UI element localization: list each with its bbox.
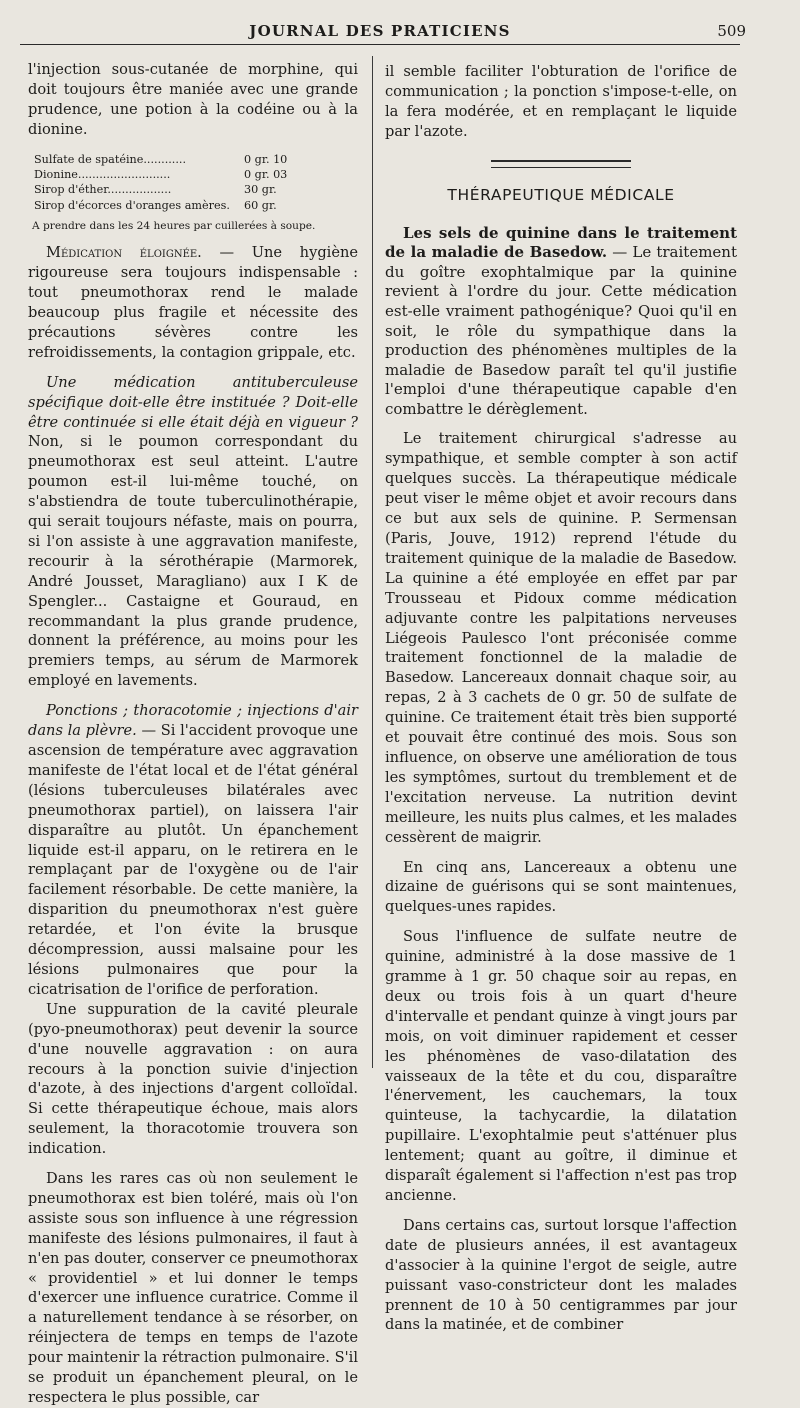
paragraph: Dans les rares cas où non seulement le pneumothorax est bien toléré, mais où l'on assiste sous son influence à une régression manifeste des lésions pulmonaires, il faut à n'en pas douter, conserver ce pneumothorax « providentiel » et lui donner le temps d'exercer une influence curatrice. Comme il a naturellement tendance à se résorber, on réinjectera de temps en temps de l'azote pour maintenir la rétraction pulmonaire. S'il se produit un épanchement pleural, on le respectera le plus possible, car <box>28 1170 358 1406</box>
paragraph-text: — Le traitement du goître exophtalmique par la quinine revient à l'ordre du jour. Cette médication est-elle vraiment pathogénique? Quoi qu'il en soit, le rôle du sympathique dans la production des phénomènes multiples de la maladie de Basedow paraît tel qu'il justifie l'emploi d'une thérapeutique capable d'en combattre le dérèglement. <box>385 243 737 418</box>
section-rule <box>491 160 631 168</box>
paragraph <box>28 243 358 362</box>
prescription-item: Sulfate de spatéine............ <box>34 152 187 166</box>
run-in-heading: Médication éloignée. <box>46 244 202 262</box>
prescription-item: Sirop d'éther.................. <box>34 183 172 197</box>
running-title: JOURNAL DES PRATICIENS <box>249 22 511 40</box>
section-heading: THÉRAPEUTIQUE MÉDICALE <box>447 185 675 204</box>
paragraph: Dans certains cas, surtout lorsque l'affection date de plusieurs années, il est avantageux d'associer à la quinine l'ergot de seigle, autre puissant vaso-constricteur dont les malades prennent de 10 à 50 centigrammes par jour dans la matinée, et de combiner <box>385 1216 737 1334</box>
article-lead-paragraph <box>385 224 737 420</box>
paragraph <box>28 373 358 692</box>
prescription-dose: 0 gr. 10 <box>244 152 288 166</box>
right-column <box>385 62 737 1335</box>
run-in-heading: Ponctions ; thoracotomie ; injections d'air dans la plèvre. <box>28 702 358 740</box>
prescription-line <box>34 198 358 213</box>
paragraph: Une suppuration de la cavité pleurale (pyo-pneumothorax) peut devenir la source d'une nouvelle aggravation : on aura recours à la ponction suivie d'injection d'azote, à des injections d'argent colloïdal. Si cette thérapeutique échoue, mais alors seulement, la thoracotomie trouvera son indication. <box>28 1000 358 1158</box>
paragraph <box>28 701 358 1000</box>
prescription-note: A prendre dans les 24 heures par cuillerées à soupe. <box>32 220 316 233</box>
prescription-line <box>34 167 358 182</box>
paragraph-text: — Si l'accident provoque une ascension de température avec aggravation manifeste de l'état local et de l'état général (lésions tuberculeuses bilatérales avec pneumothorax partiel), on laissera l'air disparaître au plutôt. Un épanchement liquide est-il apparu, on le retirera en le remplaçant par de l'oxygène ou de l'air facilement résorbable. De cette manière, la disparition du pneumothorax n'est guère retardée, et l'on évite la brusque décompression, aussi malsaine pour les lésions pulmonaires que pour la cicatrisation de l'orifice de perforation. <box>28 722 358 998</box>
paragraph-text: Non, si le poumon correspondant du pneumothorax est seul atteint. L'autre poumon est-il lui-même touché, on s'abstiendra de toute tuberculinothérapie, qui serait toujours néfaste, mais on pourra, si l'on assiste à une aggravation manifeste, recourir à la sérothérapie (Marmorek, André Jousset, Maragliano) aux I K de Spengler... Castaigne et Gouraud, en recommandant la plus grande prudence, donnent la préférence, au moins pour les premiers temps, au sérum de Marmorek employé en lavements. <box>28 433 358 690</box>
paragraph: Sous l'influence de sulfate neutre de quinine, administré à la dose massive de 1 gramme à 1 gr. 50 chaque soir au repas, en deux ou trois fois à un quart d'heure d'intervalle et pendant quinze à vingt jours par mois, on voit diminuer rapidement et cesser les phénomènes de vaso-dilatation des vaisseaux de la tête et du cou, disparaître l'énervement, les cauchemars, la toux quinteuse, la tachycardie, la dilatation pupillaire. L'exophtalmie peut s'atténuer plus lentement; quant au goître, il diminue et disparaît également si l'affection n'est pas trop ancienne. <box>385 928 737 1204</box>
prescription-dose: 0 gr. 03 <box>244 168 288 182</box>
prescription-dose: 30 gr. <box>244 183 277 197</box>
prescription <box>34 152 358 214</box>
run-in-question: Une médication antituberculeuse spécifique doit-elle être instituée ? Doit-elle être continuée si elle était déjà en vigueur ? <box>28 373 358 431</box>
paragraph: l'injection sous-cutanée de morphine, qui doit toujours être maniée avec une grande prudence, une potion à la codéine ou à la dionine. <box>28 61 358 138</box>
column-divider <box>372 56 373 1068</box>
article-title: Les sels de quinine dans le traitement de la maladie de Basedow. <box>385 223 737 262</box>
prescription-item: Dionine.......................... <box>34 168 171 182</box>
page-number: 509 <box>717 22 746 40</box>
prescription-dose: 60 gr. <box>244 198 277 212</box>
prescription-item: Sirop d'écorces d'oranges amères. <box>34 198 230 212</box>
paragraph: Le traitement chirurgical s'adresse au sympathique, et semble compter à son actif quelques succès. La thérapeutique médicale peut viser le même objet et avoir recours dans ce but aux sels de quinine. P. Sermensan (Paris, Jouve, 1912) reprend l'étude du traitement quinique de la maladie de Basedow. La quinine a été employée en effet par par Trousseau et Pidoux comme médication adjuvante contre les palpitations nerveuses Liégeois Paulesco l'ont préconisée comme traitement fonctionnel de la maladie de Basedow. Lancereaux donnait chaque soir, au repas, 2 à 3 cachets de 0 gr. 50 de sulfate de quinine. Ce traitement était très bien supporté et pouvait être continué des mois. Sous son influence, on observe une amélioration de tous les symptômes, surtout du tremblement et de l'excitation nerveuse. La nutrition devint meilleure, les nuits plus calmes, et les malades cessèrent de maigrir. <box>385 430 737 846</box>
prescription-line <box>34 182 358 197</box>
paragraph-text: — Une hygiène rigoureuse sera toujours indispensable : tout pneumothorax rend le malade beaucoup plus fragile et nécessite des précautions sévères contre les refroidissements, la contagion grippale, etc. <box>28 244 359 361</box>
prescription-line <box>34 152 358 167</box>
left-column <box>28 60 358 1408</box>
paragraph: En cinq ans, Lancereaux a obtenu une dizaine de guérisons qui se sont maintenues, quelques-unes rapides. <box>385 858 737 916</box>
paragraph: il semble faciliter l'obturation de l'orifice de communication ; la ponction s'impose-t-elle, on la fera modérée, et en remplaçant le liquide par l'azote. <box>385 63 737 140</box>
page-header <box>20 22 746 45</box>
